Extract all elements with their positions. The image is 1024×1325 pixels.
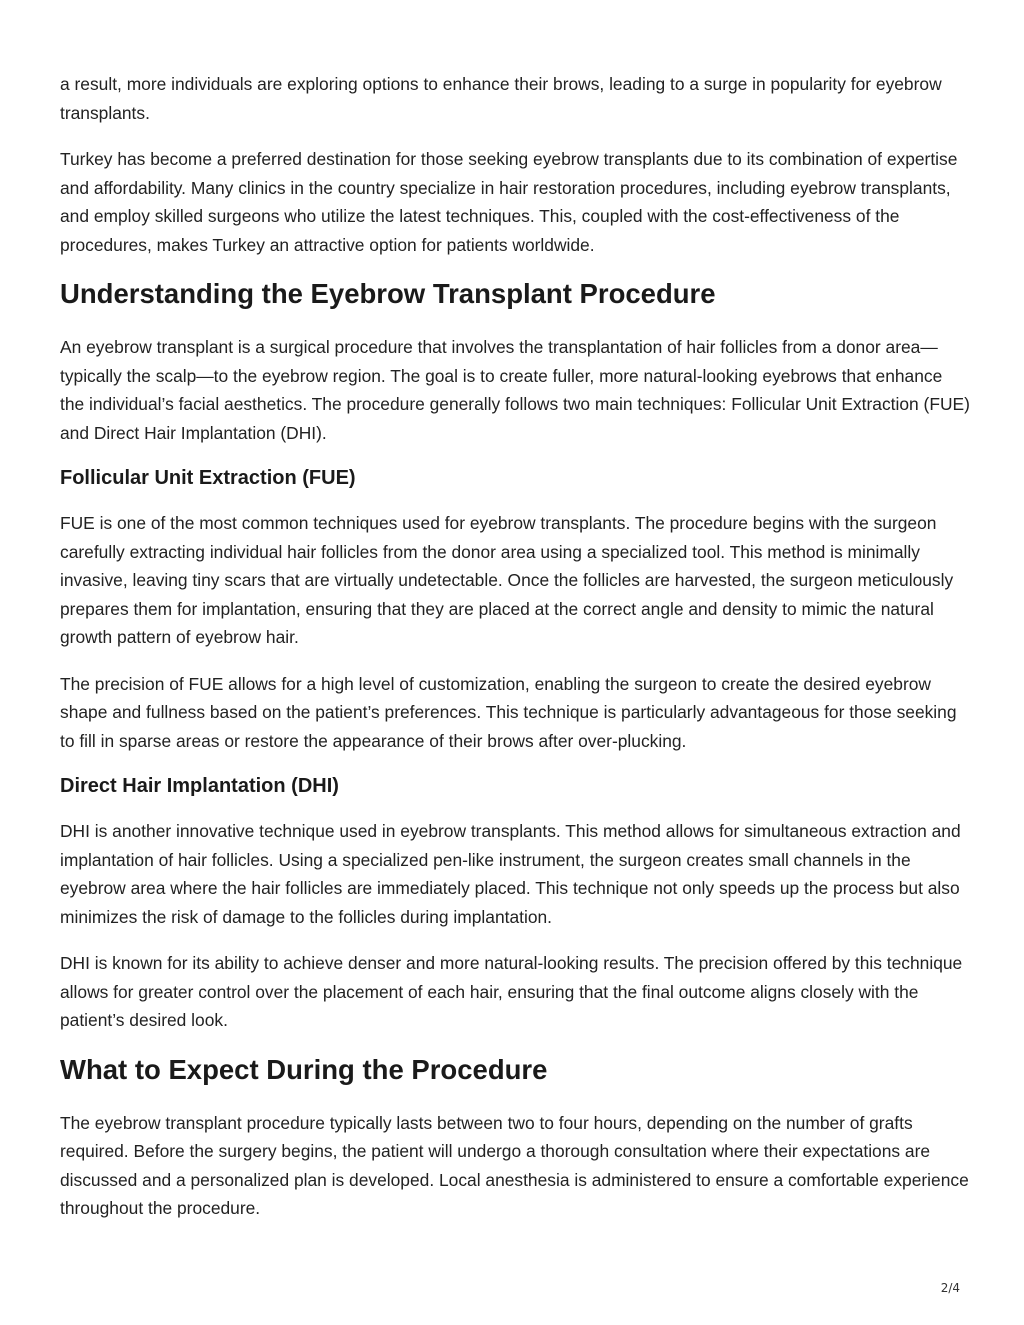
paragraph-dhi-description: DHI is another innovative technique used in eyebrow transplants. This method allows for simultaneous extraction and implantation of hair follicles. Using a specialized pen-like instrument, the surgeon creates small channels in the eyebrow area where the hair follicles are immediately placed. This technique not only speeds up the process but also minimizes the risk of damage to the follicles during implantation. (60, 821, 961, 927)
heading-what-to-expect: What to Expect During the Procedure (60, 1053, 548, 1085)
paragraph-fue-description: FUE is one of the most common techniques used for eyebrow transplants. The procedure begins with the surgeon carefully extracting individual hair follicles from the donor area using a specialized tool. This method is minimally invasive, leaving tiny scars that are virtually undetectable. Once the follicles are harvested, the surgeon meticulously prepares them for implantation, ensuring that they are placed at the correct angle and density to mimic the natural growth pattern of eyebrow hair. (60, 513, 954, 647)
paragraph-turkey-destination: Turkey has become a preferred destination for those seeking eyebrow transplants due to its combination of expertise and affordability. Many clinics in the country specialize in hair restoration procedures, including eyebrow transplants, and employ skilled surgeons who utilize the latest techniques. This, coupled with the cost-effectiveness of the procedures, makes Turkey an attractive option for patients worldwide. (60, 149, 958, 255)
document-page (60, 70, 970, 1241)
paragraph-dhi-results: DHI is known for its ability to achieve denser and more natural-looking results. The precision offered by this technique allows for greater control over the placement of each hair, ensuring that the final outcome aligns closely with the patient’s desired look. (60, 953, 963, 1030)
paragraph-fue-precision: The precision of FUE allows for a high level of customization, enabling the surgeon to create the desired eyebrow shape and fullness based on the patient’s preferences. This technique is particularly advantageous for those seeking to fill in sparse areas or restore the appearance of their brows after over-plucking. (60, 673, 957, 751)
paragraph-expect-description: The eyebrow transplant procedure typically lasts between two to four hours, depending on the number of grafts required. Before the surgery begins, the patient will undergo a thorough consultation where their expectations are discussed and a personalized plan is developed. Local anesthesia is administered to ensure a comfortable experience throughout the procedure. (60, 1112, 969, 1218)
page-number: 2/4 (940, 1281, 960, 1295)
paragraph-intro-continuation: a result, more individuals are exploring options to enhance their brows, leading to a surge in popularity for eyebrow transplants. (60, 74, 942, 123)
paragraph-procedure-overview: An eyebrow transplant is a surgical procedure that involves the transplantation of hair follicles from a donor area—typically the scalp—to the eyebrow region. The goal is to create fuller, more natural-looking eyebrows that enhance the individual’s facial aesthetics. The procedure generally follows two main techniques: Follicular Unit Extraction (FUE) and Direct Hair Implantation (DHI). (60, 337, 970, 443)
heading-dhi: Direct Hair Implantation (DHI) (60, 775, 339, 797)
heading-understanding-procedure: Understanding the Eyebrow Transplant Procedure (60, 278, 716, 309)
heading-fue: Follicular Unit Extraction (FUE) (60, 467, 356, 489)
